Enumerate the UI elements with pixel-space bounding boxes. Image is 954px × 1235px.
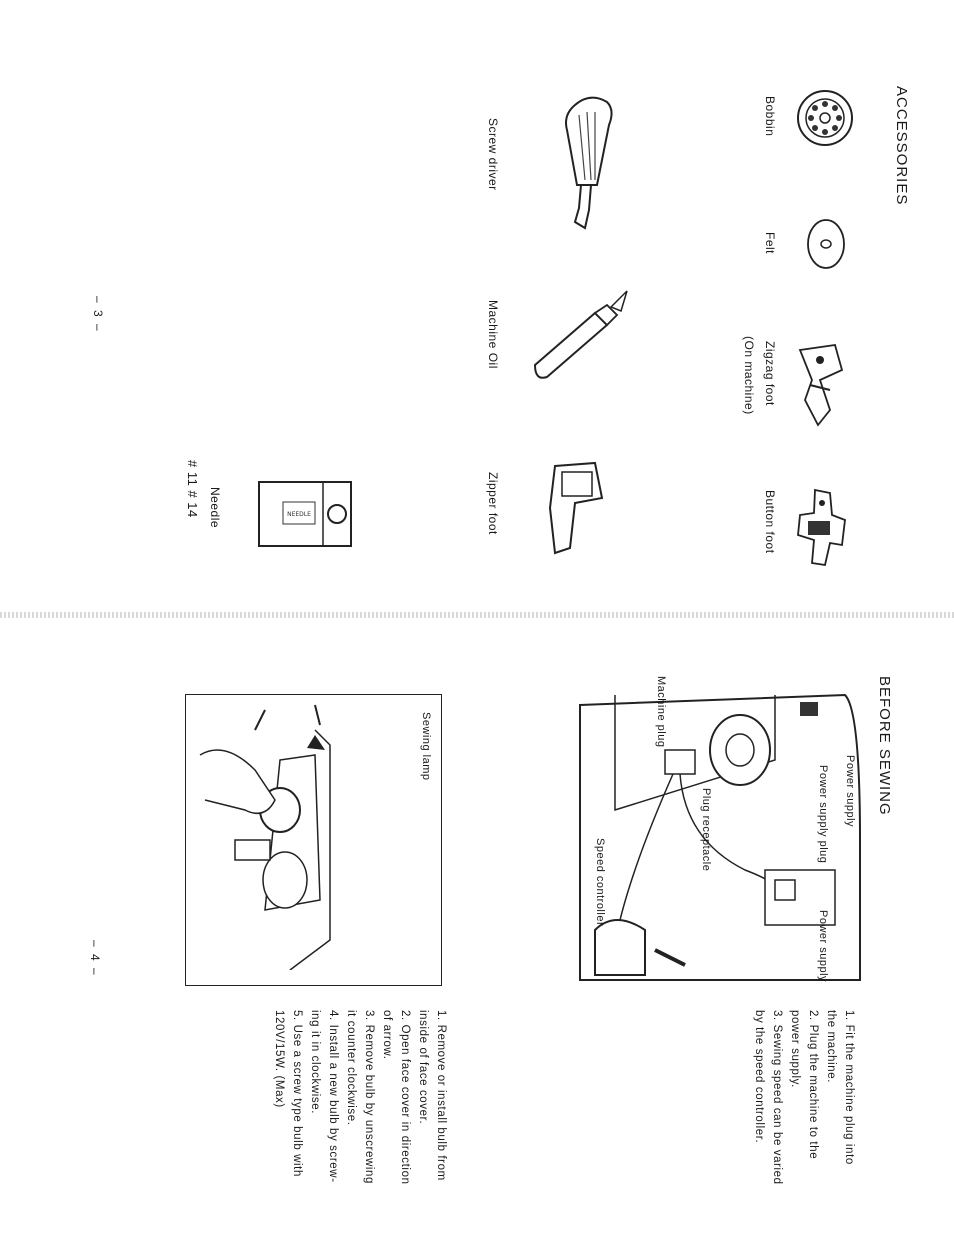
speed-controller-label: Speed controller	[594, 838, 606, 927]
step-2-line-1: 2. Plug the machine to the	[807, 1010, 819, 1160]
screw-driver-illustration	[545, 90, 625, 235]
power-supply-plug-label: Power supply plug	[817, 765, 829, 864]
machine-plug-label: Machine plug	[655, 676, 667, 748]
screw-driver-label: Screw driver	[486, 118, 500, 191]
lamp-step-3-line-1: 3. Remove bulb by unscrewing	[363, 1010, 375, 1185]
lamp-step-2-line-1: 2. Open face cover in direction	[399, 1010, 411, 1185]
button-foot-label: Button foot	[763, 490, 777, 554]
page-number-4: – 4 –	[88, 940, 102, 977]
before-sewing-steps	[750, 1010, 858, 1185]
zigzag-foot-label: Zigzag foot	[763, 341, 777, 406]
step-3-line-1: 3. Sewing speed can be varied	[771, 1010, 783, 1185]
lamp-step-3-line-2: it counter clockwise.	[345, 1010, 357, 1126]
step-1-line-2: the machine.	[825, 1010, 837, 1084]
lamp-step-2-line-2: of arrow.	[381, 1010, 393, 1060]
zipper-foot-label: Zipper foot	[486, 472, 500, 535]
step-1-line-1: 1. Fit the machine plug into	[843, 1010, 855, 1165]
lamp-step-1-line-2: inside of face cover.	[417, 1010, 429, 1125]
plug-receptacle-label: Plug receptacle	[700, 788, 712, 872]
bobbin-illustration	[795, 88, 855, 148]
button-foot-illustration	[790, 485, 850, 570]
before-sewing-heading: BEFORE SEWING	[876, 676, 893, 816]
lamp-step-5-line-2: 120V/15W. (Max)	[273, 1010, 285, 1108]
power-supply-top-label: Power supply	[844, 755, 856, 828]
lamp-step-5-line-1: 5. Use a screw type bulb with	[291, 1010, 303, 1177]
machine-oil-illustration	[525, 285, 635, 385]
lamp-step-4-line-2: ing it in clockwise.	[309, 1010, 321, 1115]
sewing-lamp-illustration	[195, 700, 395, 970]
lamp-step-4-line-1: 4. Install a new bulb by screw-	[327, 1010, 339, 1183]
felt-label: Felt	[763, 232, 777, 255]
zigzag-foot-note: (On machine)	[742, 336, 756, 415]
svg-text:NEEDLE: NEEDLE	[287, 511, 311, 518]
step-2-line-2: power supply.	[789, 1010, 801, 1088]
accessories-heading: ACCESSORIES	[893, 86, 910, 206]
sewing-lamp-steps	[270, 1010, 450, 1185]
page-divider	[0, 612, 954, 618]
lamp-step-1-line-1: 1. Remove or install bulb from	[435, 1010, 447, 1181]
sewing-lamp-label: Sewing lamp	[420, 712, 432, 781]
needle-label: Needle	[208, 487, 222, 529]
needle-sizes: # 11 # 14	[185, 460, 200, 518]
step-3-line-2: by the speed controller.	[753, 1010, 765, 1144]
zipper-foot-illustration	[540, 458, 610, 558]
bobbin-label: Bobbin	[763, 96, 777, 137]
power-supply-right-label: Power supply	[817, 910, 829, 983]
needle-packet-illustration	[255, 478, 355, 550]
felt-illustration	[804, 216, 848, 272]
zigzag-foot-illustration	[790, 340, 850, 430]
machine-oil-label: Machine Oil	[486, 300, 500, 369]
page-number-3: – 3 –	[91, 296, 105, 333]
